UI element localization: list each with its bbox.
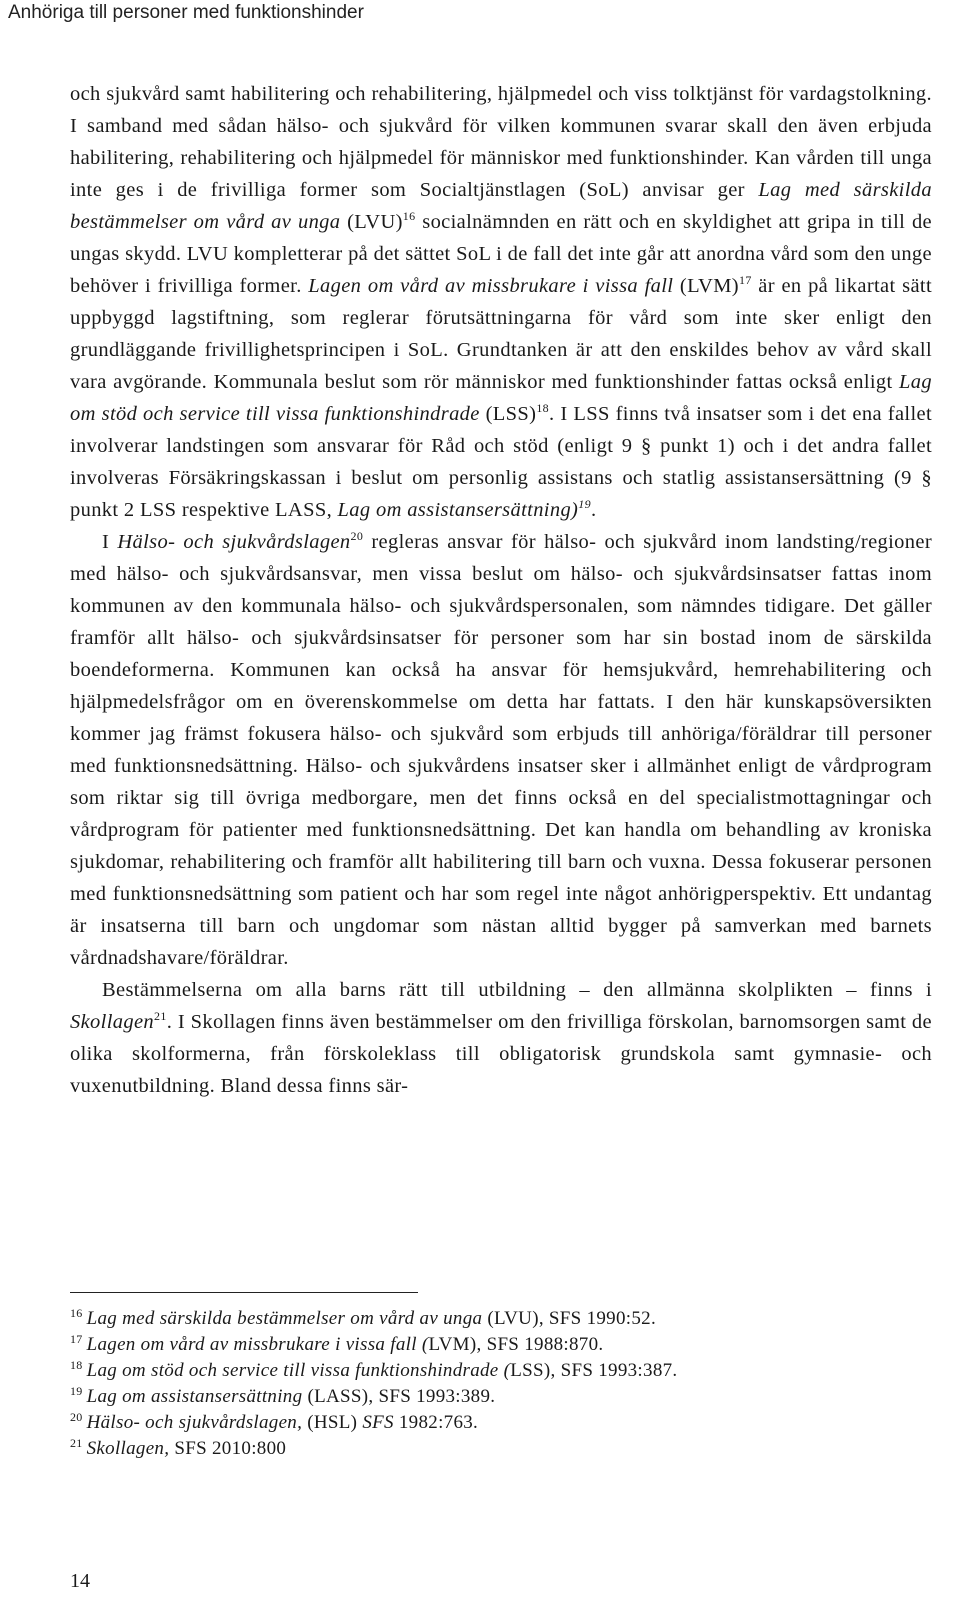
- italic-text: Lagen om vård av missbrukare i vissa fall (: [86, 1334, 429, 1355]
- footnote: [70, 1306, 932, 1332]
- text-run: .: [590, 499, 597, 521]
- footnote-reference: 20: [350, 529, 364, 543]
- footnotes: [70, 1306, 932, 1462]
- text-run: och sjukvård samt habilitering och rehabilitering, hjälpmedel och viss tolktjänst för vardagstolkning. I samband med sådan hälso- och sjukvård för vilken kommunen svarar skall den även erbjuda habilitering, rehabilitering och hjälpmedel för människor med funktionshinder. Kan vården till unga inte ges i de frivilliga former som Socialtjänstlagen (SoL) anvisar ger: [70, 83, 932, 201]
- text-run: . I LSS finns två insatser som i det ena fallet involverar landstingen som ansvarar för Råd och stöd (enligt 9 § punkt 1) och i det andra fallet involveras Försäkringskassan i beslut om personlig assistans och statlig assistansersättning (9 § punkt 2 LSS respektive LASS,: [70, 403, 932, 521]
- footnote: [70, 1332, 932, 1358]
- italic-text: Lag med särskilda bestämmelser om vård av unga: [86, 1308, 483, 1329]
- text-run: (LASS), SFS 1993:389.: [302, 1386, 496, 1407]
- footnote-reference: 16: [402, 209, 416, 223]
- footnote-reference: 18: [536, 401, 550, 415]
- footnote-divider: [70, 1292, 418, 1293]
- footnote-number: 18: [70, 1358, 83, 1372]
- text-run: är en på likartat sätt uppbyggd lagstiftning, som reglerar förutsättningarna för vård som inte sker enligt den grundläggande frivillighetsprincipen i SoL. Grundtanken är att den enskildes behov av vård skall vara avgörande. Kommunala beslut som rör människor med funktionshinder fattas också enligt: [70, 275, 932, 393]
- footnote-number: 16: [70, 1306, 83, 1320]
- text-run: I: [102, 531, 118, 553]
- text-run: (LVU), SFS 1990:52.: [482, 1308, 657, 1329]
- italic-text: Lag om stöd och service till vissa funktionshindrade: [70, 371, 932, 425]
- italic-text: Skollagen,: [86, 1438, 170, 1459]
- italic-text: Lag med särskilda bestämmelser om vård av unga: [70, 179, 932, 233]
- footnote-reference: 21: [154, 1009, 167, 1023]
- body-text: [70, 78, 932, 1102]
- text-run: SFS 2010:800: [169, 1438, 287, 1459]
- text-run: LSS), SFS 1993:387.: [510, 1360, 678, 1381]
- paragraph: [70, 526, 932, 974]
- paragraph: [70, 78, 932, 526]
- italic-text: Hälso- och sjukvårdslagen,: [86, 1412, 303, 1433]
- footnote: [70, 1384, 932, 1410]
- italic-text: Skollagen: [70, 1011, 154, 1033]
- text-run: (LVM): [673, 275, 739, 297]
- italic-text: Lag om assistansersättning): [337, 499, 579, 521]
- footnote: [70, 1410, 932, 1436]
- footnote: [70, 1358, 932, 1384]
- footnote-number: 21: [70, 1436, 83, 1450]
- italic-text: SFS: [362, 1412, 394, 1433]
- text-run: (LVU): [340, 211, 403, 233]
- text-run: (HSL): [302, 1412, 363, 1433]
- text-run: socialnämnden en rätt och en skyldighet att gripa in till de ungas skydd. LVU kompletterar på det sättet SoL i de fall det inte går att anordna vård som den unge behöver i frivilliga former.: [70, 211, 932, 297]
- footnote-number: 17: [70, 1332, 83, 1346]
- italic-text: Lag om stöd och service till vissa funktionshindrade (: [86, 1360, 511, 1381]
- footnote-reference: 19: [578, 497, 591, 511]
- text-run: 1982:763.: [393, 1412, 479, 1433]
- footnote: [70, 1436, 932, 1462]
- page-number: 14: [70, 1570, 90, 1592]
- footnote-number: 20: [70, 1410, 83, 1424]
- italic-text: Hälso- och sjukvårdslagen: [117, 531, 351, 553]
- italic-text: Lag om assistansersättning: [86, 1386, 303, 1407]
- italic-text: Lagen om vård av missbrukare i vissa fall: [308, 275, 674, 297]
- running-header: Anhöriga till personer med funktionshinder: [8, 2, 364, 23]
- text-run: (LSS): [479, 403, 537, 425]
- text-run: regleras ansvar för hälso- och sjukvård inom landsting/regioner med hälso- och sjukvårdsansvar, men vissa beslut om hälso- och sjukvårdsinsatser fattas inom kommunen av den kommunala hälso- och sjukvårdspersonalen, som nämndes tidigare. Det gäller framför allt hälso- och sjukvårdsinsatser för personer som har sin bostad inom de särskilda boendeformerna. Kommunen kan också ha ansvar för hemsjukvård, hemrehabilitering och hjälpmedelsfrågor om en överenskommelse om detta har fattats. I den här kunskapsöversikten kommer jag främst fokusera hälso- och sjukvård som erbjuds till anhöriga/föräldrar till personer med funktionsnedsättning. Hälso- och sjukvårdens insatser sker i allmänhet enligt de vårdprogram som riktar sig till övriga medborgare, men det finns också en del specialistmottagningar och vårdprogram för patienter med funktionsnedsättning. Det kan handla om behandling av kroniska sjukdomar, rehabilitering och framför allt habilitering till barn och vuxna. Dessa fokuserar personen med funktionsnedsättning som patient och har som regel inte något anhörigperspektiv. Ett undantag är insatserna till barn och ungdomar som nästan alltid bygger på samverkan med barnets vårdnadshavare/föräldrar.: [70, 531, 932, 969]
- footnote-number: 19: [70, 1384, 83, 1398]
- footnote-reference: 17: [738, 273, 752, 287]
- text-run: . I Skollagen finns även bestämmelser om den frivilliga förskolan, barnomsorgen samt de olika skolformerna, från förskoleklass till obligatorisk grundskola samt gymnasie- och vuxenutbildning. Bland dessa finns sär-: [70, 1011, 932, 1097]
- text-run: LVM), SFS 1988:870.: [428, 1334, 604, 1355]
- paragraph: [70, 974, 932, 1102]
- text-run: Bestämmelserna om alla barns rätt till utbildning – den allmänna skolplikten – finns i: [102, 979, 932, 1001]
